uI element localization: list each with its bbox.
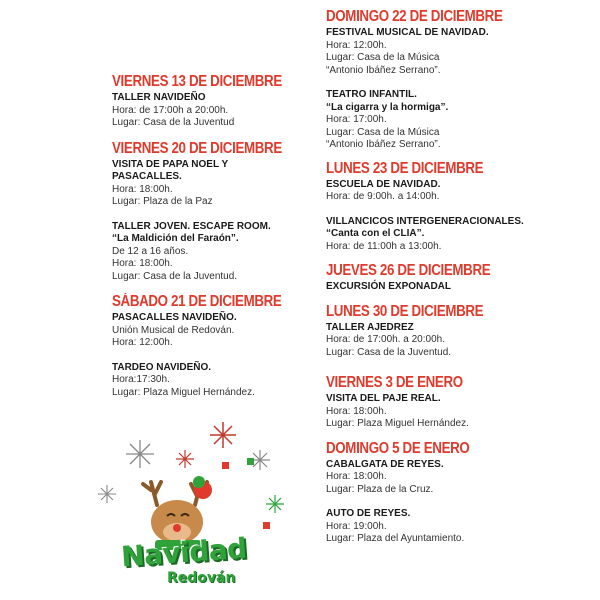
event-item xyxy=(326,179,586,204)
event-detail: Lugar: Plaza de la Cruz. xyxy=(326,483,434,495)
snowflake-icon xyxy=(176,450,194,468)
day-block xyxy=(326,440,586,546)
day-header: LUNES 30 DE DICIEMBRE xyxy=(326,302,484,320)
event-detail: Hora: 17:00h. xyxy=(326,114,387,125)
event-item xyxy=(326,216,586,254)
event-detail: Hora:17:30h. xyxy=(112,374,170,385)
day-block xyxy=(112,73,307,130)
event-title: TALLER JOVEN. ESCAPE ROOM. xyxy=(112,220,271,232)
schedule-column-left xyxy=(112,73,307,411)
day-block xyxy=(326,262,586,294)
event-title: FESTIVAL MUSICAL DE NAVIDAD. xyxy=(326,27,489,38)
event-title: VILLANCICOS INTERGENERACIONALES. xyxy=(326,215,524,227)
event-title: TEATRO INFANTIL. xyxy=(326,89,417,100)
event-title: EXCURSIÓN EXPONADAL xyxy=(326,281,452,292)
event-title: “La Maldición del Faraón”. xyxy=(112,233,239,244)
day-header: VIERNES 20 DE DICIEMBRE xyxy=(112,139,282,157)
snowflake-icon xyxy=(266,495,284,513)
day-block xyxy=(112,140,307,284)
day-block xyxy=(112,293,307,399)
event-detail: Hora: de 17:00h a 20:00h. xyxy=(112,104,229,116)
event-detail: Unión Musical de Redován. xyxy=(112,324,235,336)
event-detail: De 12 a 16 años. xyxy=(112,245,189,257)
event-item xyxy=(326,281,586,294)
event-detail: Hora: 18:00h. xyxy=(112,258,173,269)
event-detail: Lugar: Plaza Miguel Hernández. xyxy=(112,386,255,398)
event-item xyxy=(112,221,307,284)
day-block xyxy=(326,374,586,431)
event-detail: “Antonio Ibáñez Serrano”. xyxy=(326,139,441,150)
navidad-logo: Navidad xyxy=(120,531,248,574)
event-detail: Hora: 19:00h. xyxy=(326,520,387,532)
event-detail: Lugar: Casa de la Juventud xyxy=(112,117,235,128)
event-item xyxy=(326,508,586,546)
event-detail: Lugar: Plaza del Ayuntamiento. xyxy=(326,533,465,544)
day-header: VIERNES 13 DE DICIEMBRE xyxy=(112,73,282,90)
present-icon xyxy=(263,522,270,529)
event-item xyxy=(112,92,307,130)
snowflake-icon xyxy=(210,422,236,448)
present-icon xyxy=(222,462,229,469)
event-detail: Lugar: Casa de la Música xyxy=(326,126,440,138)
event-title: ESCUELA DE NAVIDAD. xyxy=(326,178,441,190)
event-item xyxy=(326,27,586,77)
event-title: AUTO DE REYES. xyxy=(326,508,411,519)
day-header: SÁBADO 21 DE DICIEMBRE xyxy=(112,293,282,310)
event-item xyxy=(112,159,307,209)
redovan-logo: Redován xyxy=(167,570,236,586)
navidad-illustration xyxy=(95,410,295,600)
day-header: LUNES 23 DE DICIEMBRE xyxy=(326,159,484,177)
reindeer-illustration xyxy=(95,410,295,550)
event-item xyxy=(326,89,586,152)
event-detail: Lugar: Casa de la Juventud. xyxy=(326,346,452,358)
event-title: VISITA DEL PAJE REAL. xyxy=(326,393,441,404)
day-header: VIERNES 3 DE ENERO xyxy=(326,374,463,391)
event-detail: “Antonio Ibáñez Serrano”. xyxy=(326,64,441,76)
present-icon xyxy=(247,458,254,465)
event-detail: Lugar: Plaza de la Paz xyxy=(112,196,213,207)
event-item xyxy=(326,322,586,360)
event-title: TALLER NAVIDEÑO xyxy=(112,92,206,103)
event-detail: Lugar: Plaza Miguel Hernández. xyxy=(326,418,469,429)
event-title: “Canta con el CLIA”. xyxy=(326,228,425,239)
day-block xyxy=(326,8,586,152)
event-title: PASACALLES. xyxy=(112,171,182,182)
event-detail: Hora: 18:00h. xyxy=(326,405,387,417)
event-item xyxy=(326,393,586,431)
day-block xyxy=(326,160,586,254)
day-header: DOMINGO 22 DE DICIEMBRE xyxy=(326,8,503,25)
day-header: JUEVES 26 DE DICIEMBRE xyxy=(326,262,491,279)
schedule-column-right xyxy=(326,8,586,558)
event-title: “La cigarra y la hormiga”. xyxy=(326,101,449,113)
event-item xyxy=(112,312,307,350)
day-block xyxy=(326,303,586,360)
event-title: VISITA DE PAPA NOEL Y xyxy=(112,158,229,170)
event-detail: Hora: de 9:00h. a 14:00h. xyxy=(326,191,440,202)
reindeer-nose xyxy=(173,524,181,532)
event-item xyxy=(112,362,307,400)
event-detail: Hora: de 11:00h a 13:00h. xyxy=(326,240,442,252)
event-detail: Hora: 18:00h. xyxy=(112,183,173,195)
event-detail: Lugar: Casa de la Música xyxy=(326,52,440,63)
event-title: PASACALLES NAVIDEÑO. xyxy=(112,312,237,323)
event-detail: Hora: de 17:00h. a 20:00h. xyxy=(326,334,445,345)
snowflake-icon xyxy=(98,485,116,503)
snowflake-icon xyxy=(126,440,154,468)
event-detail: Hora: 12:00h. xyxy=(326,39,387,51)
event-detail: Hora: 18:00h. xyxy=(326,471,387,482)
event-detail: Lugar: Casa de la Juventud. xyxy=(112,270,238,282)
day-header: DOMINGO 5 DE ENERO xyxy=(326,439,470,457)
event-title: CABALGATA DE REYES. xyxy=(326,458,444,470)
event-title: TALLER AJEDREZ xyxy=(326,321,414,333)
event-detail: Hora: 12:00h. xyxy=(112,337,173,348)
event-item xyxy=(326,459,586,497)
event-title: TARDEO NAVIDEÑO. xyxy=(112,361,212,373)
